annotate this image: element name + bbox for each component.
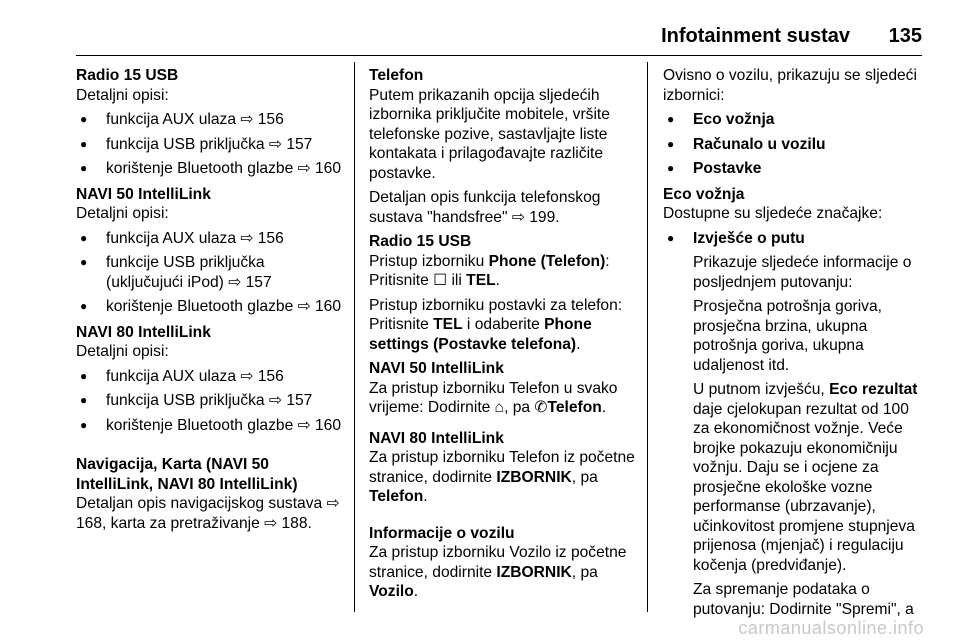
paragraph [369, 448, 635, 507]
text-run: Pritisnite ☐ ili [369, 272, 467, 289]
section-intro: Detaljni opisi: [76, 343, 169, 360]
ui-term: TEL [466, 272, 496, 289]
ui-term: TEL [433, 316, 463, 333]
ui-term: IZBORNIK [496, 563, 572, 581]
list-item: ● korištenje Bluetooth glazbe ⇨ 160 [76, 416, 346, 436]
text-run: Za pristup izborniku Telefon iz početne stranice, dodirnite [369, 449, 635, 486]
paragraph: Za spremanje podataka o putovanju: Dodirnite "Spremi", a [693, 581, 914, 618]
section-intro: Detaljni opisi: [76, 205, 169, 222]
ui-term: Phone (Telefon) [488, 252, 606, 270]
column-divider [647, 62, 648, 612]
text-run: i odaberite [462, 316, 545, 333]
list-item: ● funkcija AUX ulaza ⇨ 156 [76, 367, 346, 387]
bullet-list [76, 229, 346, 317]
header-rule [76, 55, 922, 56]
section-heading: Telefon [369, 67, 424, 84]
ui-term: ✆Telefon [534, 399, 602, 416]
list-item: ● funkcija USB priključka ⇨ 157 [76, 391, 346, 411]
list-item: ● Izvješće o putu [663, 229, 925, 249]
list-item: ● Eco vožnja [663, 110, 925, 130]
column-divider [354, 62, 355, 612]
section-intro: Dostupne su sljedeće značajke: [663, 205, 883, 222]
section-heading: NAVI 80 IntelliLink [369, 429, 504, 447]
header-title: Infotainment sustav [661, 25, 850, 47]
section-heading: Informacije o vozilu [369, 524, 515, 542]
paragraph [369, 296, 635, 355]
text-run: Za pristup izborniku Telefon u svako vrijeme: Dodirnite ⌂, pa [369, 379, 618, 416]
text-run: Pristup izborniku [369, 252, 489, 270]
paragraph: Detaljan opis funkcija telefonskog sustava "handsfree" ⇨ 199. [369, 189, 601, 226]
section-heading: NAVI 50 IntelliLink [369, 360, 504, 377]
list-item: ● Računalo u vozilu [663, 135, 925, 155]
bullet-list [76, 367, 346, 436]
paragraph [369, 543, 635, 602]
paragraph: Prikazuje sljedeće informacije o posljednjem putovanju: [693, 254, 912, 291]
text-run: daje cjelokupan rezultat od 100 za ekonomičnost vožnje. Veće brojke pokazuju ekonomičniju vožnju. Daju se i ocjene za prosječne ekološke vozne performanse (ubrzavanje), učinkovitost promjene stupnjeva prijenosa (mjenjač) i regulaciju kočenja (predviđanje). [693, 400, 915, 574]
section-text: Detaljan opis navigacijskog sustava ⇨ 168, karta za pretraživanje ⇨ 188. [76, 495, 340, 532]
menu-list [663, 110, 925, 179]
ui-term: Eco rezultat [829, 381, 918, 398]
ui-term: Telefon [369, 488, 424, 505]
section-intro: Detaljni opisi: [76, 86, 169, 104]
text-run: U putnom izvješću, [693, 381, 830, 398]
list-item: ● funkcija USB priključka ⇨ 157 [76, 135, 346, 155]
paragraph: Prosječna potrošnja goriva, prosječna brzina, ukupna potrošnja goriva, ukupna udaljenost itd. [693, 298, 882, 374]
section-heading: Radio 15 USB [369, 233, 472, 250]
bullet-list [76, 110, 346, 179]
text-run: . [576, 335, 581, 353]
section-heading: Navigacija, Karta (NAVI 50 IntelliLink, NAVI 80 IntelliLink) [76, 456, 298, 493]
section-heading: NAVI 80 IntelliLink [76, 323, 211, 341]
ui-term: Vozilo [369, 583, 414, 600]
text-run: , pa [571, 563, 598, 581]
section-heading: Eco vožnja [663, 185, 745, 203]
watermark: carmanualsonline.info [738, 617, 924, 638]
list-item: ● korištenje Bluetooth glazbe ⇨ 160 [76, 159, 346, 179]
text-run: . [601, 399, 607, 416]
paragraph: Putem prikazanih opcija sljedećih izbornika priključite mobitele, vršite telefonske pozive, sastavljajte liste kontakata i prilagođavajte različite postavke. [369, 86, 610, 182]
column-1 [76, 66, 346, 538]
list-item: ● funkcija AUX ulaza ⇨ 156 [76, 229, 346, 249]
ui-term: IZBORNIK [496, 468, 572, 486]
section-heading: Radio 15 USB [76, 67, 179, 84]
list-item: ● funkcija AUX ulaza ⇨ 156 [76, 110, 346, 130]
page-number: 135 [888, 25, 922, 47]
paragraph [369, 379, 635, 418]
text-run: , pa [571, 468, 598, 486]
column-2 [369, 66, 635, 607]
column-3 [663, 66, 925, 624]
list-item: ● funkcije USB priključka (uključujući iPod) ⇨ 157 [76, 253, 346, 292]
ui-term: Phone settings (Postavke telefona) [369, 316, 592, 353]
text-run: . [423, 488, 428, 505]
paragraph [663, 380, 925, 575]
text-run: : [605, 252, 610, 270]
paragraph [369, 252, 635, 291]
text-run: Pristup izborniku postavki za telefon: Pritisnite [369, 296, 623, 333]
list-item: ● korištenje Bluetooth glazbe ⇨ 160 [76, 297, 346, 317]
page-header [0, 0, 960, 58]
list-item: ● Postavke [663, 159, 925, 179]
feature-list [663, 229, 925, 249]
text-run: . [495, 272, 500, 289]
text-run: . [413, 583, 419, 600]
text-run: Za pristup izborniku Vozilo iz početne stranice, dodirnite [369, 544, 627, 581]
section-heading: NAVI 50 IntelliLink [76, 185, 211, 203]
paragraph: Ovisno o vozilu, prikazuju se sljedeći izbornici: [663, 67, 917, 104]
